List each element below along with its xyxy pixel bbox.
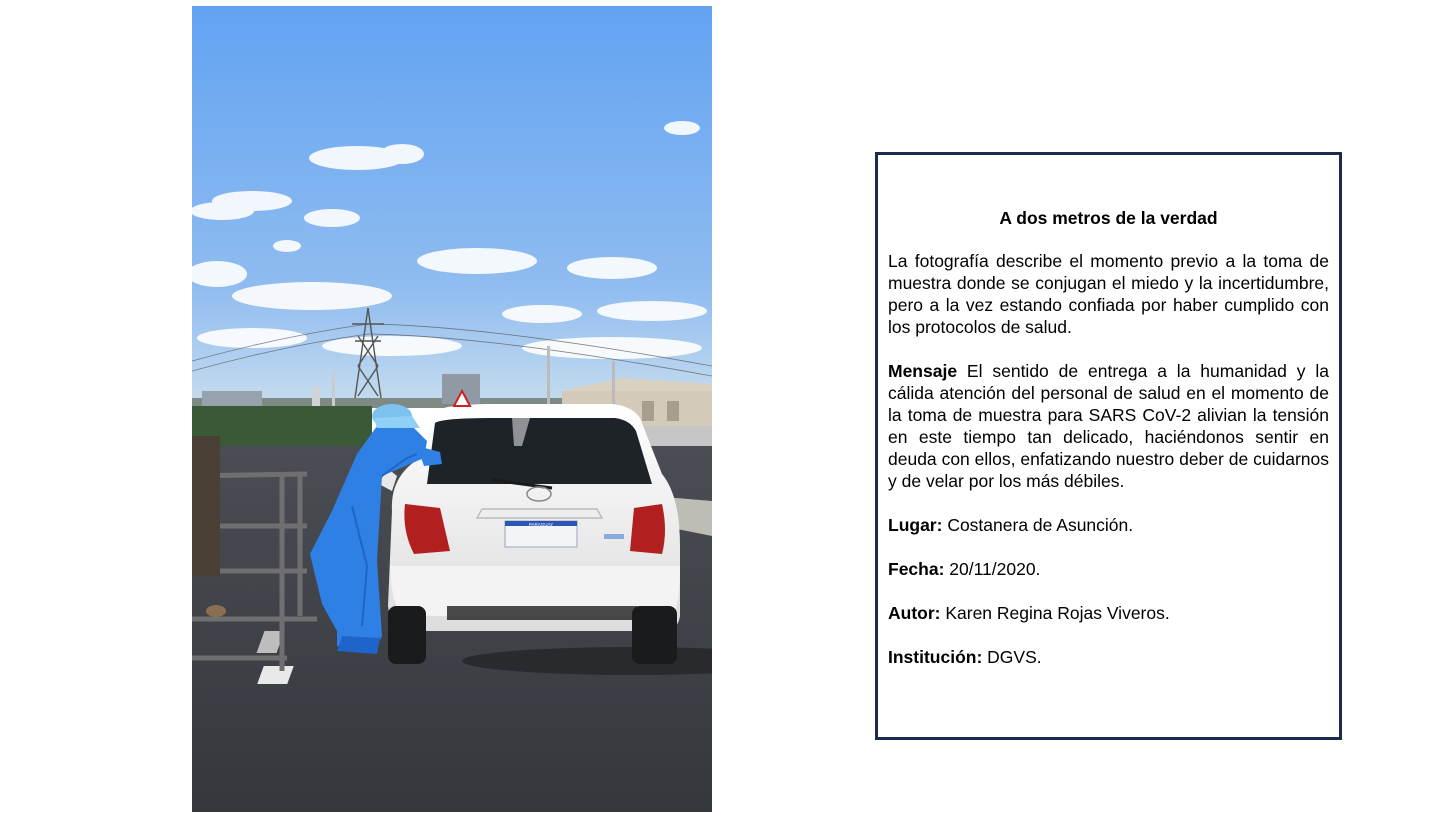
date-paragraph bbox=[888, 558, 1329, 580]
author-label: Autor: bbox=[888, 603, 941, 623]
place-paragraph bbox=[888, 514, 1329, 536]
message-label: Mensaje bbox=[888, 361, 958, 381]
plate-text: PARAGUAY bbox=[528, 522, 554, 527]
date-value: 20/11/2020. bbox=[944, 559, 1041, 579]
photo bbox=[192, 6, 712, 812]
institution-label: Institución: bbox=[888, 647, 983, 667]
institution-value: DGVS. bbox=[982, 647, 1042, 667]
info-card bbox=[875, 152, 1342, 740]
institution-paragraph bbox=[888, 646, 1329, 668]
description-paragraph: La fotografía describe el momento previo a la toma de muestra donde se conjugan el miedo y la incertidumbre, pero a la vez estando confiada por haber cumplido con los protocolos de salud. bbox=[888, 251, 1329, 337]
author-value: Karen Regina Rojas Viveros. bbox=[940, 603, 1170, 623]
photo-scene bbox=[192, 6, 712, 812]
date-label: Fecha: bbox=[888, 559, 945, 579]
place-value: Costanera de Asunción. bbox=[942, 515, 1134, 535]
author-paragraph bbox=[888, 602, 1329, 624]
card-title: A dos metros de la verdad bbox=[999, 208, 1218, 228]
message-text: El sentido de entrega a la humanidad y la cálida atención del personal de salud en el momento de la toma de muestra para SARS CoV-2 alivian la tensión en este tiempo tan delicado, haciéndonos sentir en deuda con ellos, enfatizando nuestro deber de cuidarnos y de velar por los más débiles. bbox=[888, 361, 1329, 491]
place-label: Lugar: bbox=[888, 515, 943, 535]
message-paragraph bbox=[888, 360, 1329, 492]
